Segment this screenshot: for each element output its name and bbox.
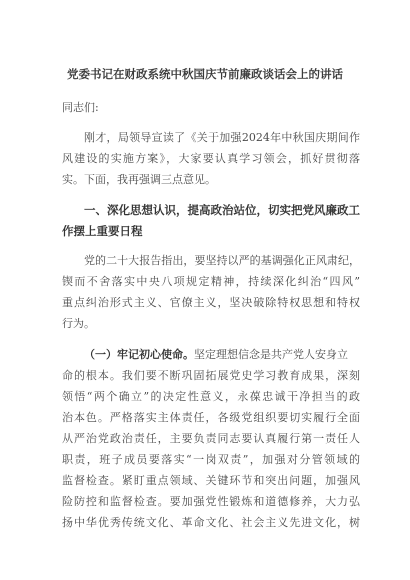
subsection-1-line-8: 险防控和监督检查。要加强党性锻炼和道德修养，大力弘 xyxy=(62,495,360,508)
subsection-1-first-line xyxy=(84,346,360,362)
intro-line-1: 刚才，局领导宣读了《关于加强2024年中秋国庆期间作 xyxy=(84,131,360,144)
section-1-para-line-1: 党的二十大报告指出，要坚持以严的基调强化正风肃纪， xyxy=(84,254,360,267)
section-1-para-line-4: 行为。 xyxy=(62,317,95,330)
subsection-1-line-6: 职责，班子成员要落实“一岗双责”，加强对分管领域的 xyxy=(62,453,360,466)
subsection-1-line-7: 监督检查。紧盯重点领域、关键环节和突出问题，加强风 xyxy=(62,474,360,487)
subsection-1-line-3: 领悟“两个确立”的决定性意义，永葆忠诚干净担当的政 xyxy=(62,390,360,403)
subsection-1-first-line-text: 坚定理想信念是共产党人安身立 xyxy=(194,348,348,361)
document-title: 党委书记在财政系统中秋国庆节前廉政谈话会上的讲话 xyxy=(67,67,343,81)
section-1-heading-line-1: 一、深化思想认识，提高政治站位，切实把党风廉政工 xyxy=(84,203,360,217)
section-1-para-line-3: 重点纠治形式主义、官僚主义，坚决破除特权思想和特权 xyxy=(62,296,360,309)
salutation: 同志们: xyxy=(62,101,99,114)
subsection-1-heading: （一）牢记初心使命。 xyxy=(84,348,194,361)
intro-line-3: 实。下面，我再强调三点意见。 xyxy=(62,173,216,186)
subsection-1-line-9: 扬中华优秀传统文化、革命文化、社会主义先进文化，树 xyxy=(62,516,360,529)
subsection-1-line-4: 治本色。严格落实主体责任，各级党组织要切实履行全面 xyxy=(62,411,360,424)
section-1-para-line-2: 锲而不舍落实中央八项规定精神，持续深化纠治“四风” xyxy=(62,275,360,288)
section-1-heading-line-2: 作摆上重要日程 xyxy=(62,224,143,238)
subsection-1-line-2: 命的根本。我们要不断巩固拓展党史学习教育成果，深刻 xyxy=(62,369,360,382)
intro-line-2: 风建设的实施方案》，大家要认真学习领会，抓好贯彻落 xyxy=(62,152,360,165)
subsection-1-line-5: 从严治党政治责任，主要负责同志要认真履行第一责任人 xyxy=(62,432,360,445)
